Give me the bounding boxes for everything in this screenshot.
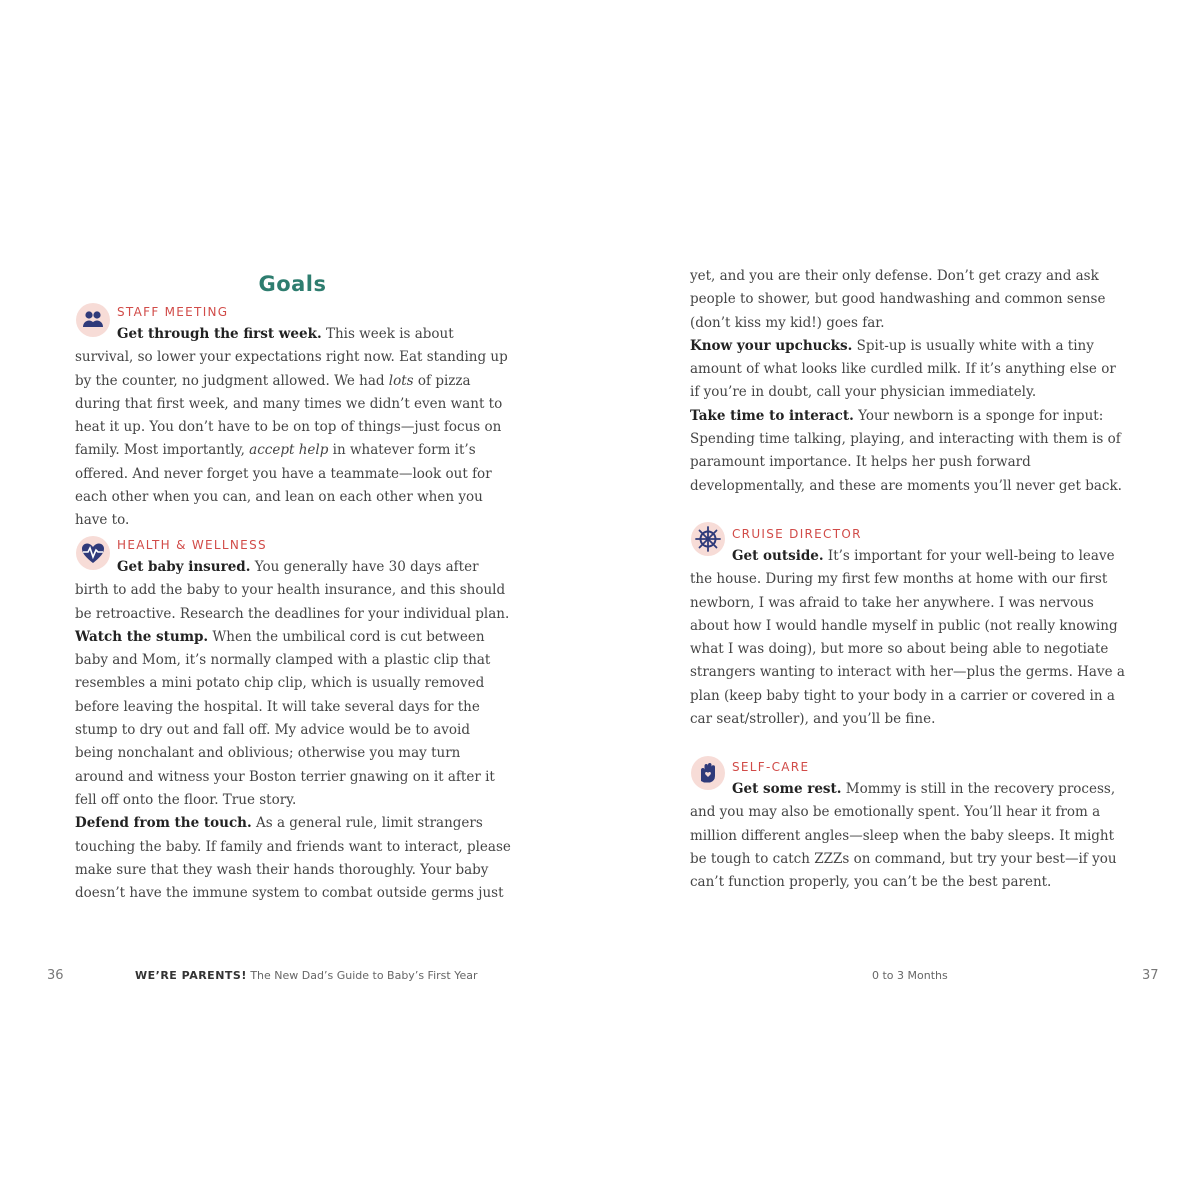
section-label-staff-meeting: STAFF MEETING <box>117 305 229 319</box>
paragraph <box>690 405 1128 498</box>
paragraph-body: Your newborn is a sponge for input: Spending time talking, playing, and interacting with them is of paramount importance. It helps her push forward developmentally, and these are moments you’ll never get back. <box>690 407 1122 494</box>
goals-heading: Goals <box>258 272 327 296</box>
book-subtitle: The New Dad’s Guide to Baby’s First Year <box>246 969 478 982</box>
paragraph-lead: Get outside. <box>732 548 824 564</box>
self-care-text <box>690 778 1128 894</box>
paragraph-lead: Watch the stump. <box>75 628 209 645</box>
continued-text <box>690 265 1128 498</box>
paragraph-body: Mommy is still in the recovery process, and you may also be emotionally spent. You’ll hear it from a million different angles—sleep when the baby sleeps. It might be tough to catch ZZZs on command, but try your best—if you can’t function properly, you can’t be the best parent. <box>690 781 1117 891</box>
paragraph-body: of pizza during that first week, and many times we didn’t even want to heat it up. You don’t have to be on top of things—just focus on family. Most importantly, <box>75 372 503 459</box>
right-page <box>600 0 1200 1200</box>
paragraph <box>75 556 511 626</box>
paragraph-lead: Get baby insured. <box>117 559 251 575</box>
section-label-self-care: SELF-CARE <box>732 760 810 774</box>
section-label-health-wellness: HEALTH & WELLNESS <box>117 538 267 552</box>
paragraph-lead: Know your upchucks. <box>690 337 853 354</box>
page-number-right: 37 <box>1142 968 1159 983</box>
paragraph-body: This week is about survival, so lower your expectations right now. Eat standing up by the counter, no judgment allowed. We had <box>75 326 508 389</box>
paragraph-lead: Get some rest. <box>732 781 842 797</box>
section-label-cruise-director: CRUISE DIRECTOR <box>732 527 862 541</box>
paragraph-body: As a general rule, limit strangers touching the baby. If family and friends want to interact, please make sure that they wash their hands thoroughly. Your baby doesn’t have the immune system to combat outside germs just <box>75 815 511 902</box>
paragraph <box>690 335 1128 405</box>
paragraph <box>690 778 1128 894</box>
running-footer-right: 0 to 3 Months <box>872 969 948 982</box>
paragraph-body: in whatever form it’s offered. And never forget you have a teammate—look out for each other when you can, and lean on each other when you have to. <box>75 442 492 529</box>
paragraph <box>75 323 508 533</box>
paragraph-lead: Defend from the touch. <box>75 815 252 832</box>
paragraph-body: Spit-up is usually white with a tiny amount of what looks like curdled milk. If it’s anything else or if you’re in doubt, call your physician immediately. <box>690 337 1116 401</box>
emphasis-text: accept help <box>249 442 329 459</box>
paragraph-lead: Take time to interact. <box>690 407 854 424</box>
paragraph <box>75 812 511 905</box>
paragraph <box>75 626 511 812</box>
health-wellness-text <box>75 556 511 905</box>
emphasis-text: lots <box>388 372 414 389</box>
paragraph-body: yet, and you are their only defense. Don’t get crazy and ask people to shower, but good handwashing and common sense (don’t kiss my kid!) goes far. <box>690 268 1106 331</box>
staff-meeting-text <box>75 323 508 533</box>
page-number-left: 36 <box>47 968 64 983</box>
paragraph-lead: Get through the first week. <box>117 326 322 342</box>
paragraph-body: It’s important for your well-being to leave the house. During my first few months at home with our first newborn, I was afraid to take her anywhere. I was nervous about how I would handle myself in public (not really knowing what I was doing), but more so about being able to negotiate strangers wanting to interact with her—plus the germs. Have a plan (keep baby tight to your body in a carrier or covered in a car seat/stroller), and you’ll be fine. <box>690 548 1125 728</box>
running-footer-left <box>135 969 477 982</box>
paragraph-body: You generally have 30 days after birth to add the baby to your health insurance, and this should be retroactive. Research the deadlines for your individual plan. <box>75 559 510 622</box>
paragraph <box>690 545 1128 731</box>
paragraph-body: When the umbilical cord is cut between baby and Mom, it’s normally clamped with a plastic clip that resembles a mini potato chip clip, which is usually removed before leaving the hospital. It will take several days for the stump to dry out and fall off. My advice would be to avoid being nonchalant and oblivious; otherwise you may turn around and witness your Boston terrier gnawing on it after it fell off onto the floor. True story. <box>75 628 495 808</box>
cruise-director-text <box>690 545 1128 731</box>
book-title: WE’RE PARENTS! <box>135 969 247 982</box>
paragraph <box>690 265 1128 335</box>
